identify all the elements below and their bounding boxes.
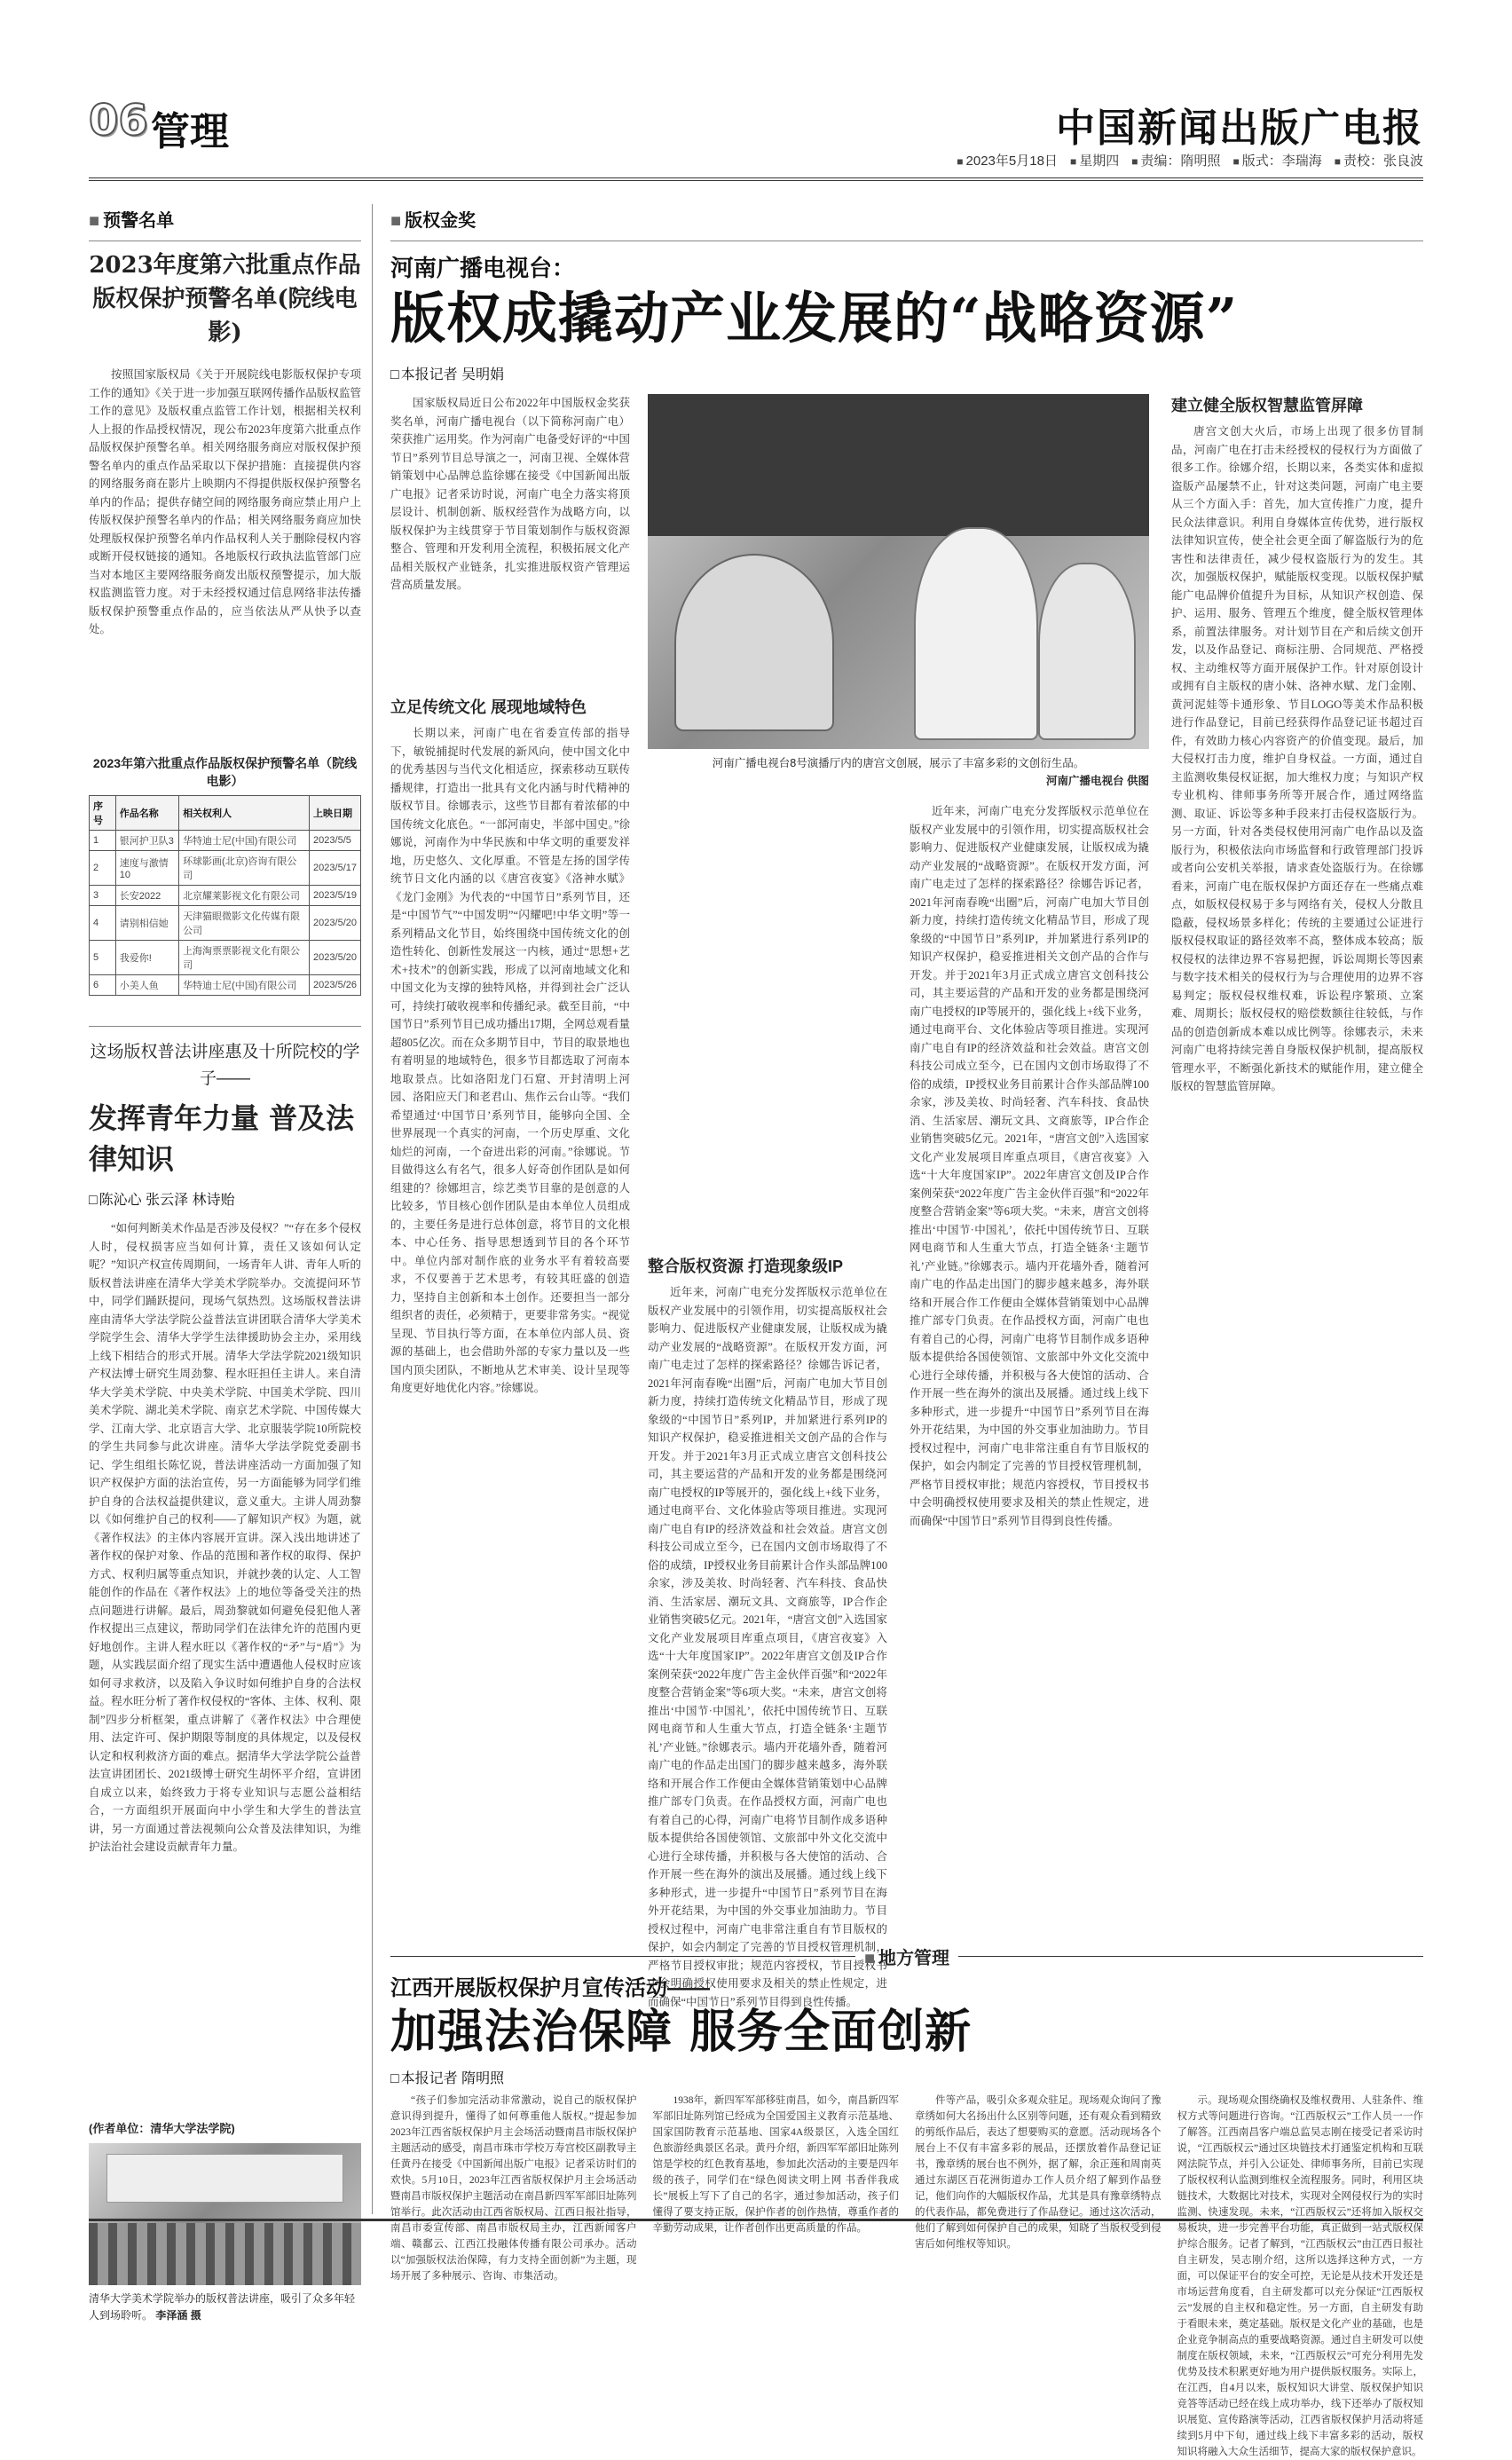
table-cell: 2023/5/19: [310, 886, 361, 906]
page-header: [89, 96, 1423, 176]
local-headline: 加强法治保障 服务全面创新: [390, 2005, 973, 2059]
main-area: [390, 204, 1423, 2457]
warn-table-header: [90, 796, 361, 831]
feature-sub3-body: 唐宫文创大火后，市场上出现了很多仿冒制品，河南广电在打击未经授权的侵权行为方面做了很多工作。徐娜介绍，长期以来，各类实体和虚拟盗版产品屡禁不止，针对这类问题，河南广电主要从三个方面入手：首先，加大宣传推广力度，提升民众法律意识。利用自身媒体宣传优势，进行版权法律知识宣传，使全社会更全面了解盗版行为的危害性和法律责任，减少侵权盗版行为的发生。其次，加强版权保护，赋能版权变现。以版权保护赋能广电品牌价值提升为目标，从知识产权创造、保护、运用、服务、管理五个维度，健全版权管理体系，前置法律服务。对计划节目在产和后续文创开发，以及作品登记、商标注册、合同规范、严格授权、主动维权等方面开展保护工作。针对原创设计或拥有自主版权的唐小妹、洛神水赋、龙门金刚、黄河泥娃等卡通形象、节目LOGO等美术作品积极进行作品登记，目前已经获得作品登记证书超过百件，有效助力核心内容资产的价值变现。最后，加大侵权打击力度，维护自身权益。一方面，通过自主监测收集侵权证据，加大维权力度；与知识产权专业机构、律师事务所等开展合作，通过网络监测、取证、诉讼等多种手段来打击侵权盗版行为。另一方面，针对各类侵权使用河南广电作品以及盗版行为，积极依法向市场监督和行政管理部门投诉或者向公安机关举报，请求查处盗版行为。在徐娜看来，河南广电在版权保护方面还存在一些痛点难点，如版权侵权易于多与网络有关，侵权人分散且隐蔽，侵权场景多样化；传统的主要通过公证进行版权侵权取证的路径效率不高，整体成本较高；版权侵权的法律边界不容易把握，诉讼周期长等因素与数字技术相关的侵权行为与合理使用的边界不容易判定；版权侵权维权难，诉讼程序繁琐、立案难、周期长；版权侵权的赔偿数额往往较低，与作品的创造创新成本难以成比例等。徐娜表示，未来河南广电将持续完善自身版权保护机制，提高版权管理水平，不断强化新技术的赋能作用，建立健全版权的智慧监管屏障。: [1171, 425, 1423, 1092]
table-cell: 天津猫眼微影文化传媒有限公司: [179, 906, 310, 941]
law-byline: □ 陈沁心 张云泽 林诗贻: [89, 1188, 361, 1209]
feature-subhead-1: 立足传统文化 展现地域特色: [390, 698, 587, 716]
header-rule: [89, 177, 1423, 181]
law-author-note: (作者单位：清华大学法学院): [89, 2122, 235, 2135]
local-col-4: [1177, 2093, 1424, 2460]
table-cell: 速度与激情10: [115, 851, 178, 886]
local-col3-text: 件等产品，吸引众多观众驻足。现场观众询问了豫章绣如何大名扬出什么区别等问题，还有观众看到精致的剪纸作品后，表达了想要购买的意愿。活动现场各个展台上不仅有丰富多彩的展品，还摆放着作品登记证书，豫章绣的展台也不例外，据了解，余正莲和周南英通过东湖区百花洲街道办工作人员介绍了解到作品登记，他们向作的大幅版权作品，尤其是具有豫章绣特点的代表作品，都免费进行了作品登记。通过这次活动，他们了解到如何保护自己的成果，知晓了当版权受到侵害后如何维权等知识。: [915, 2095, 1162, 2250]
table-cell: 6: [90, 975, 116, 996]
col-no: 序号: [90, 796, 116, 831]
col-title: 作品名称: [115, 796, 178, 831]
table-row: [90, 831, 361, 851]
local-body: [390, 2093, 1423, 2457]
feature-photo-credit: 河南广播电视台 供图: [1046, 775, 1149, 787]
page-number: 06: [89, 96, 148, 146]
warn-body: 按照国家版权局《关于开展院线电影版权保护专项工作的通知》《关于进一步加强互联网传播作品版权监管工作的意见》及版权重点监管工作计划，根据相关权利人上报的作品授权情况，现公布2023年度第六批重点作品版权保护预警名单。相关网络服务商应对版权保护预警名单内的重点作品采取以下保护措施：直接提供内容的网络服务商在影片上映期内不得提供版权保护预警名单内的作品；提供存储空间的网络服务商应禁止用户上传版权保护预警名单内的作品；相关网络服务商应加快处理版权保护预警名单内作品权利人关于删除侵权内容或断开侵权链接的通知。各地版权行政执法监管部门应当对本地区主要网络服务商发出版权预警提示，加大版权监测监管力度。对于未经授权通过信息网络非法传播版权保护预警重点作品的，应当依法从严从快予以查处。: [89, 368, 361, 635]
local-col2-text: 1938年，新四军军部移驻南昌，如今，南昌新四军军部旧址陈列馆已经成为全国爱国主义教育示范基地、国家国防教育示范基地、国家4A级景区，入选全国红色旅游经典景区名录。黄丹介绍，新四军军部旧址陈列馆是学校的红色教育基地，参加此次活动的主要是四年级的孩子，同学们在“绿色阅读文明上网 书香伴我成长”展板上写下了自己的名字，通过参加活动，孩子们懂得了要支持正版，保护作者的创作热情，尊重作者的辛勤劳动成果，让作者创作出更高质量的作品。: [652, 2095, 899, 2234]
local-kicker: 江西开展版权保护月宣传活动——: [390, 1976, 710, 2000]
feature-section-tag: ■ 版权金奖: [390, 204, 476, 233]
lecture-photo-credit: 李泽涵 摄: [155, 2309, 201, 2322]
law-body: “如何判断美术作品是否涉及侵权？”“存在多个侵权人时，侵权损害应当如何计算，责任又该如何认定呢？”知识产权宣传周期间，一场青年人讲、青年人听的版权普法讲座在清华大学美术学院举办。交流提问环节中，同学们踊跃提问，现场气氛热烈。这场版权普法讲座由清华大学法学院公益普法宣讲团联合清华大学美术学院学生会、清华大学学生法律援助协会主办，采用线上线下相结合的形式开展。清华大学法学院2021级知识产权法博士研究生周劲黎、程水旺担任主讲人。来自清华大学美术学院、中央美术学院、中国美术学院、四川美术学院、湖北美术学院、南京艺术学院、中国传媒大学、江南大学、北京语言大学、北京服装学院10所院校的学生共同参与此次讲座。清华大学法学院党委副书记、学生组组长陈忆说，普法讲座活动一方面加强了知识产权保护方面的法治宣传，另一方面能够为同学们维护自身的合法权益提供建议，意义重大。主讲人周劲黎以《如何维护自己的权利——了解知识产权》为题，就《著作权法》的主体内容展开宣讲。深入浅出地讲述了著作权的保护对象、作品的范围和著作权的取得、保护方式、权利归属等重点知识，并就抄袭的认定、人工智能创作的作品在《著作权法》上的地位等备受关注的热点问题进行讲解。最后，周劲黎就如何避免侵犯他人著作权提出三点建议，帮助同学们在法律允许的范围内更好地创作。主讲人程水旺以《著作权的“矛”与“盾”》为题，从实践层面介绍了现实生活中遭遇他人侵权时应该如何寻求救济，以及陷入争议时如何维护自身的合法权益。程水旺分析了著作权侵权的“客体、主体、权利、限制”四步分析框架，重点讲解了《著作权法》中合理使用、法定许可、保护期限等制度的具体规定，以及侵权认定和权利救济方面的难点。据清华大学法学院公益普法宣讲团团长、2021级博士研究生胡怀平介绍，宣讲团自成立以来，始终致力于将专业知识与志愿公益相结合，一方面组织开展面向中小学生和大学生的普法宣讲，另一方面通过普法视频向公众普及法律知识，为维护法治社会建设贡献青年力量。: [89, 1222, 361, 1853]
table-cell: 环球影画(北京)咨询有限公司: [179, 851, 310, 886]
table-row: [90, 886, 361, 906]
law-kicker: 这场版权普法讲座惠及十所院校的学子——: [90, 1043, 360, 1088]
feature-col-1: [390, 394, 630, 1745]
footer-rule: [89, 2219, 1423, 2221]
feature-intro: 国家版权局近日公布2022年中国版权金奖获奖名单，河南广播电视台（以下简称河南广电）荣获推广运用奖。作为河南广电备受好评的“中国节日”系列节目总导演之一，河南卫视、全媒体营销策划中心品牌总监徐娜在接受《中国新闻出版广电报》记者采访时说，河南广电全力落实将顶层设计、机制创新、版权经营作为战略方向，以版权保护为主线贯穿于节目策划制作与版权资源整合、管理和开发利用全流程，积极拓展文化产品相关版权产业链条，扎实推进版权资产管理运营高质量发展。: [390, 397, 630, 591]
feature-photo-caption: [648, 754, 1149, 790]
issue-weekday: ■ 星期四: [1070, 151, 1119, 170]
feature-col-3: [910, 802, 1149, 1725]
table-cell: 4: [90, 906, 116, 941]
local-col4-text: 示。现场观众围绕确权及维权费用、人驻条件、维权方式等问题进行咨询。“江西版权云”工作人员一一作了解答。江西南昌客户端总监吴志刚在接受记者采访时说，“江西版权云”通过区块链技术打通鉴定机构和互联网法院节点，并引入公证处、律师事务所，目前已实现了版权权利认监测到维权全流程服务。同时，利用区块链技术，大数据比对技术，实现对全网侵权行为的实时监测、快速发现。未来，“江西版权云”还将加入版权交易板块，进一步完善平台功能，真正做到一站式版权保护综合服务。记者了解到，“江西版权云”由江西日报社自主研发，吴志刚介绍，这所以选择这种方式，一方面，可以保证平台的安全可控，无论是从技术开发还是市场运营角度看，自主研发都可以充分保证“江西版权云”发展的自主权和稳定性。另一方面，自主研发有助于看眼未来，奠定基础。版权是文化产业的基础，也是企业竞争制高点的重要战略资源。通过自主研发可以使制度在版权领域，未来，“江西版权云”可充分利用先发优势及技术积累更好地为用户提供版权服务。实际上，在江西，自4月以来，版权知识大讲堂、版权保护知识竞答等活动已经在线上成功举办，线下还举办了版权知识展览、宣传路演等活动，江西省版权保护月活动将延续到5月中下旬，通过线上线下丰富多彩的活动，版权知识将融入大众生活细节，提高大家的版权保护意识。: [1177, 2095, 1423, 2457]
feature-sub2-cont: 近年来，河南广电充分发挥版权示范单位在版权产业发展中的引领作用，切实提高版权社会影响力、促进版权产业健康发展，让版权成为撬动产业发展的“战略资源”。在版权开发方面，河南广电走过了怎样的探索路径？徐娜告诉记者，2021年河南春晚“出圈”后，河南广电加大节目创新力度，持续打造传统文化精品节目，形成了现象级的“中国节日”系列IP，并加紧进行系列IP的知识产权保护，稳妥推进相关文创产品的合作与开发。并于2021年3月正式成立唐宫文创科技公司，其主要运营的产品和开发的业务都是围绕河南广电授权的IP等展开的，强化线上+线下业务，通过电商平台、文化体验店等项目推进。实现河南广电自有IP的经济效益和社会效益。唐宫文创科技公司成立至今，已在国内文创市场取得了不俗的成绩，IP授权业务目前累计合作头部品牌100余家，涉及美妆、时尚轻奢、汽车科技、食品快消、生活家居、潮玩文具、文商旅等，IP合作企业销售突破5亿元。2021年，“唐宫文创”入选国家文化产业发展项目库重点项目，《唐宫夜宴》入选“十大年度国家IP”。2022年唐宫文创及IP合作案例荣获“2022年度广告主金伙伴百强”和“2022年度整合营销金案”等6项大奖。“未来，唐宫文创将推出‘中国节·中国礼’，依托中国传统节日、互联网电商节和人生重大节点，打造全链条‘主题节礼’产业链。”徐娜表示。墙内开花墙外香，随着河南广电的作品走出国门的脚步越来越多，海外联络和开展合作工作便由全媒体营销策划中心品牌推广部专门负责。在作品授权方面，河南广电也有着自己的心得，河南广电将节目制作成多语种版本提供给各国使领馆、文旅部中外文化交流中心进行全球传播，并积极与各大使馆的活动、合作开展一些在海外的演出及展播。通过线上线下多种形式，进一步提升“中国节日”系列节目在海外开花结果，为中国的外交事业加油助力。节目授权过程中，河南广电非常注重自有节目版权的保护，如会内制定了完善的节目授权管理机制，严格节目授权审批；规范内容授权，节目授权书中会明确授权使用要求及相关的禁止性规定，进而确保“中国节日”系列节目得到良性传播。: [910, 805, 1149, 1527]
table-cell: 2023/5/20: [310, 941, 361, 975]
feature-photo-block: [648, 394, 1149, 790]
left-column: [89, 204, 373, 2322]
feature-col-2: [648, 802, 887, 2008]
feature-kicker: 河南广播电视台：: [390, 255, 576, 281]
feature-headline: 版权成撬动产业发展的“战略资源”: [390, 286, 1239, 351]
col-owner: 相关权利人: [179, 796, 310, 831]
table-cell: 北京耀莱影视文化有限公司: [179, 886, 310, 906]
table-cell: 小美人鱼: [115, 975, 178, 996]
layout-editor: ■ 版式：李瑞海: [1232, 151, 1321, 170]
table-row: [90, 975, 361, 996]
table-cell: 我爱你!: [115, 941, 178, 975]
warn-table-body: [90, 831, 361, 996]
col-date: 上映日期: [310, 796, 361, 831]
table-cell: 1: [90, 831, 116, 851]
table-cell: 2023/5/20: [310, 906, 361, 941]
feature-subhead-2: 整合版权资源 打造现象级IP: [648, 1258, 844, 1275]
feature-photo: [648, 394, 1149, 749]
warn-section-tag: ■ 预警名单: [89, 204, 174, 233]
law-headline: 发挥青年力量 普及法律知识: [89, 1101, 355, 1176]
local-col-2: [653, 2093, 900, 2460]
issue-meta: [957, 151, 1423, 170]
table-cell: 2023/5/26: [310, 975, 361, 996]
local-col-1: [390, 2093, 637, 2460]
feature-col-4: [1171, 394, 1423, 1718]
table-cell: 银河护卫队3: [115, 831, 178, 851]
masthead: 中国新闻出版广电报: [1056, 106, 1423, 151]
feature-sub1-cont: [648, 802, 887, 1246]
warn-table-caption: 2023年第六批重点作品版权保护预警名单（院线电影）: [92, 756, 358, 788]
feature-sub2-body: 近年来，河南广电充分发挥版权示范单位在版权产业发展中的引领作用，切实提高版权社会影响力、促进版权产业健康发展，让版权成为撬动产业发展的“战略资源”。在版权开发方面，河南广电走过了怎样的探索路径？徐娜告诉记者，2021年河南春晚“出圈”后，河南广电加大节目创新力度，持续打造传统文化精品节目，形成了现象级的“中国节日”系列IP，并加紧进行系列IP的知识产权保护，稳妥推进相关文创产品的合作与开发。并于2021年3月正式成立唐宫文创科技公司，其主要运营的产品和开发的业务都是围绕河南广电授权的IP等展开的，强化线上+线下业务，通过电商平台、文化体验店等项目推进。实现河南广电自有IP的经济效益和社会效益。唐宫文创科技公司成立至今，已在国内文创市场取得了不俗的成绩，IP授权业务目前累计合作头部品牌100余家，涉及美妆、时尚轻奢、汽车科技、食品快消、生活家居、潮玩文具、文商旅等，IP合作企业销售突破5亿元。2021年，“唐宫文创”入选国家文化产业发展项目库重点项目，《唐宫夜宴》入选“十大年度国家IP”。2022年唐宫文创及IP合作案例荣获“2022年度广告主金伙伴百强”和“2022年度整合营销金案”等6项大奖。“未来，唐宫文创将推出‘中国节·中国礼’，依托中国传统节日、互联网电商节和人生重大节点，打造全链条‘主题节礼’产业链。”徐娜表示。墙内开花墙外香，随着河南广电的作品走出国门的脚步越来越多，海外联络和开展合作工作便由全媒体营销策划中心品牌推广部专门负责。在作品授权方面，河南广电也有着自己的心得，河南广电将节目制作成多语种版本提供给各国使领馆、文旅部中外文化交流中心进行全球传播，并积极与各大使馆的活动、合作开展一些在海外的演出及展播。通过线上线下多种形式，进一步提升“中国节日”系列节目在海外开花结果，为中国的外交事业加油助力。节目授权过程中，河南广电非常注重自有节目版权的保护，如会内制定了完善的节目授权管理机制，严格节目授权审批；规范内容授权，节目授权书中会明确授权使用要求及相关的禁止性规定，进而确保“中国节日”系列节目得到良性传播。: [648, 1286, 887, 2008]
table-cell: 华特迪士尼(中国)有限公司: [179, 831, 310, 851]
table-cell: 2: [90, 851, 116, 886]
local-article: [390, 1970, 1423, 2457]
table-cell: 5: [90, 941, 116, 975]
feature-sub1-body: 长期以来，河南广电在省委宣传部的指导下，敏锐捕捉时代发展的新风向，使中国文化中的优秀基因与当代文化相适应，探索移动互联传播规律，打造出一批具有文化内涵与时代精神的版权节目。徐娜表示，这些节目都有着浓郁的中国传统文化底色。“一部河南史，半部中国史。”徐娜说，河南作为中华民族和中华文明的重要发祥地，历史悠久、文化厚重。不管是左扬的国学传统节日文化内涵的以《唐宫夜宴》《洛神水赋》《龙门金刚》为代表的“中国节日”系列节目，还是“中国节气”“中国发明”“闪耀吧!中华文明”等一系列精品文化节目，始终围绕中国传统文化的创造性转化、创新性发展这一内核，通过“思想+艺术+技术”的创新实践，形成了以河南地域文化和中国文化为支撑的独特风格，并得到社会广泛认可，持续打破收视率和传播纪录。截至目前，“中国节日”系列节目已成功播出17期，全网总观看量超805亿次。而在众多期节目中，节目的取景地也有着明显的地域特色，很多节目都选取了河南本地取景点。比如洛阳龙门石窟、开封清明上河园、洛阳应天门和老君山、焦作云台山等。“我们希望通过‘中国节日’系列节目，能够向全国、全世界展现一个真实的河南，一个历史厚重、文化灿烂的河南，一个奋进出彩的河南。”徐娜说。节目做得这么有名气，很多人好奇创作团队是如何组建的？徐娜坦言，综艺类节目靠的是创意的人比较多，节目核心创作团队是由本单位人员组成的，主要任务是进行总体创意，将节目的文化根本、中心任务、指导思想透到节目的各个环节中。单位内部对制作底的业务水平有着较高要求，不仅要善于艺术思考，有较其旺盛的创造力，坚持自主创新和本土创作。还要担当一部分组织者的责任，必须精于，更要非常务实。“视觉呈现、节目执行等方面，在本单位内部人员、资源的基础上，也会借助外部的专家力量以及一些国内顶尖团队，不断地从艺术审美、设计呈现等角度更好地优化内容。”徐娜说。: [390, 727, 630, 1394]
feature-subhead-3: 建立健全版权智慧监管屏障: [1171, 397, 1363, 414]
lecture-photo-caption: [89, 2290, 361, 2324]
local-section-divider: [390, 1944, 1423, 1969]
feature-caption-text: 河南广播电视台8号演播厅内的唐宫文创展，展示了丰富多彩的文创衍生品。: [712, 757, 1085, 769]
table-row: [90, 906, 361, 941]
local-section-label: ■ 地方管理: [855, 1944, 958, 1969]
lecture-photo: [89, 2143, 361, 2285]
local-byline: □ 本报记者 隋明照: [390, 2067, 1423, 2087]
section-title: 管理: [151, 109, 229, 154]
table-row: [90, 941, 361, 975]
table-cell: 请别相信她: [115, 906, 178, 941]
editor: ■ 责编：隋明照: [1131, 151, 1220, 170]
local-col1-text: “孩子们参加完活动非常激动，说自己的版权保护意识得到提升，懂得了如何尊重他人版权。”提起参加2023年江西省版权保护月主会场活动暨南昌市版权保护主题活动的感受，南昌市珠市学校万寿宫校区副教导主任黄丹在接受《中国新闻出版广电报》记者采访时们的欢快。5月10日，2023年江西省版权保护月主会场活动暨南昌市版权保护主题活动在南昌新四军军部旧址陈列馆举行。此次活动由江西省版权局、江西日报社指导，南昌市委宣传部、南昌市版权局主办，江西新闻客户端、赣鄱云、江西江投融体传播有限公司承办。活动以“加强版权法治保障，有力支持全面创新”为主题，现场开展了多种展示、咨询、市集活动。: [390, 2095, 637, 2282]
table-cell: 长安2022: [115, 886, 178, 906]
table-cell: 华特迪士尼(中国)有限公司: [179, 975, 310, 996]
proofreader: ■ 责校：张良波: [1335, 151, 1423, 170]
warn-table: [89, 795, 361, 996]
table-cell: 上海淘票票影视文化有限公司: [179, 941, 310, 975]
local-col-3: [915, 2093, 1162, 2460]
table-cell: 2023/5/17: [310, 851, 361, 886]
issue-date: ■ 2023年5月18日: [957, 151, 1058, 170]
table-cell: 3: [90, 886, 116, 906]
lecture-caption-text: 清华大学美术学院举办的版权普法讲座，吸引了众多年轻人到场聆听。: [89, 2292, 356, 2322]
warn-headline: 2023年度第六批重点作品版权保护预警名单(院线电影): [89, 252, 361, 346]
table-row: [90, 851, 361, 886]
table-cell: 2023/5/5: [310, 831, 361, 851]
feature-byline: □ 本报记者 吴明娟: [390, 363, 1423, 383]
